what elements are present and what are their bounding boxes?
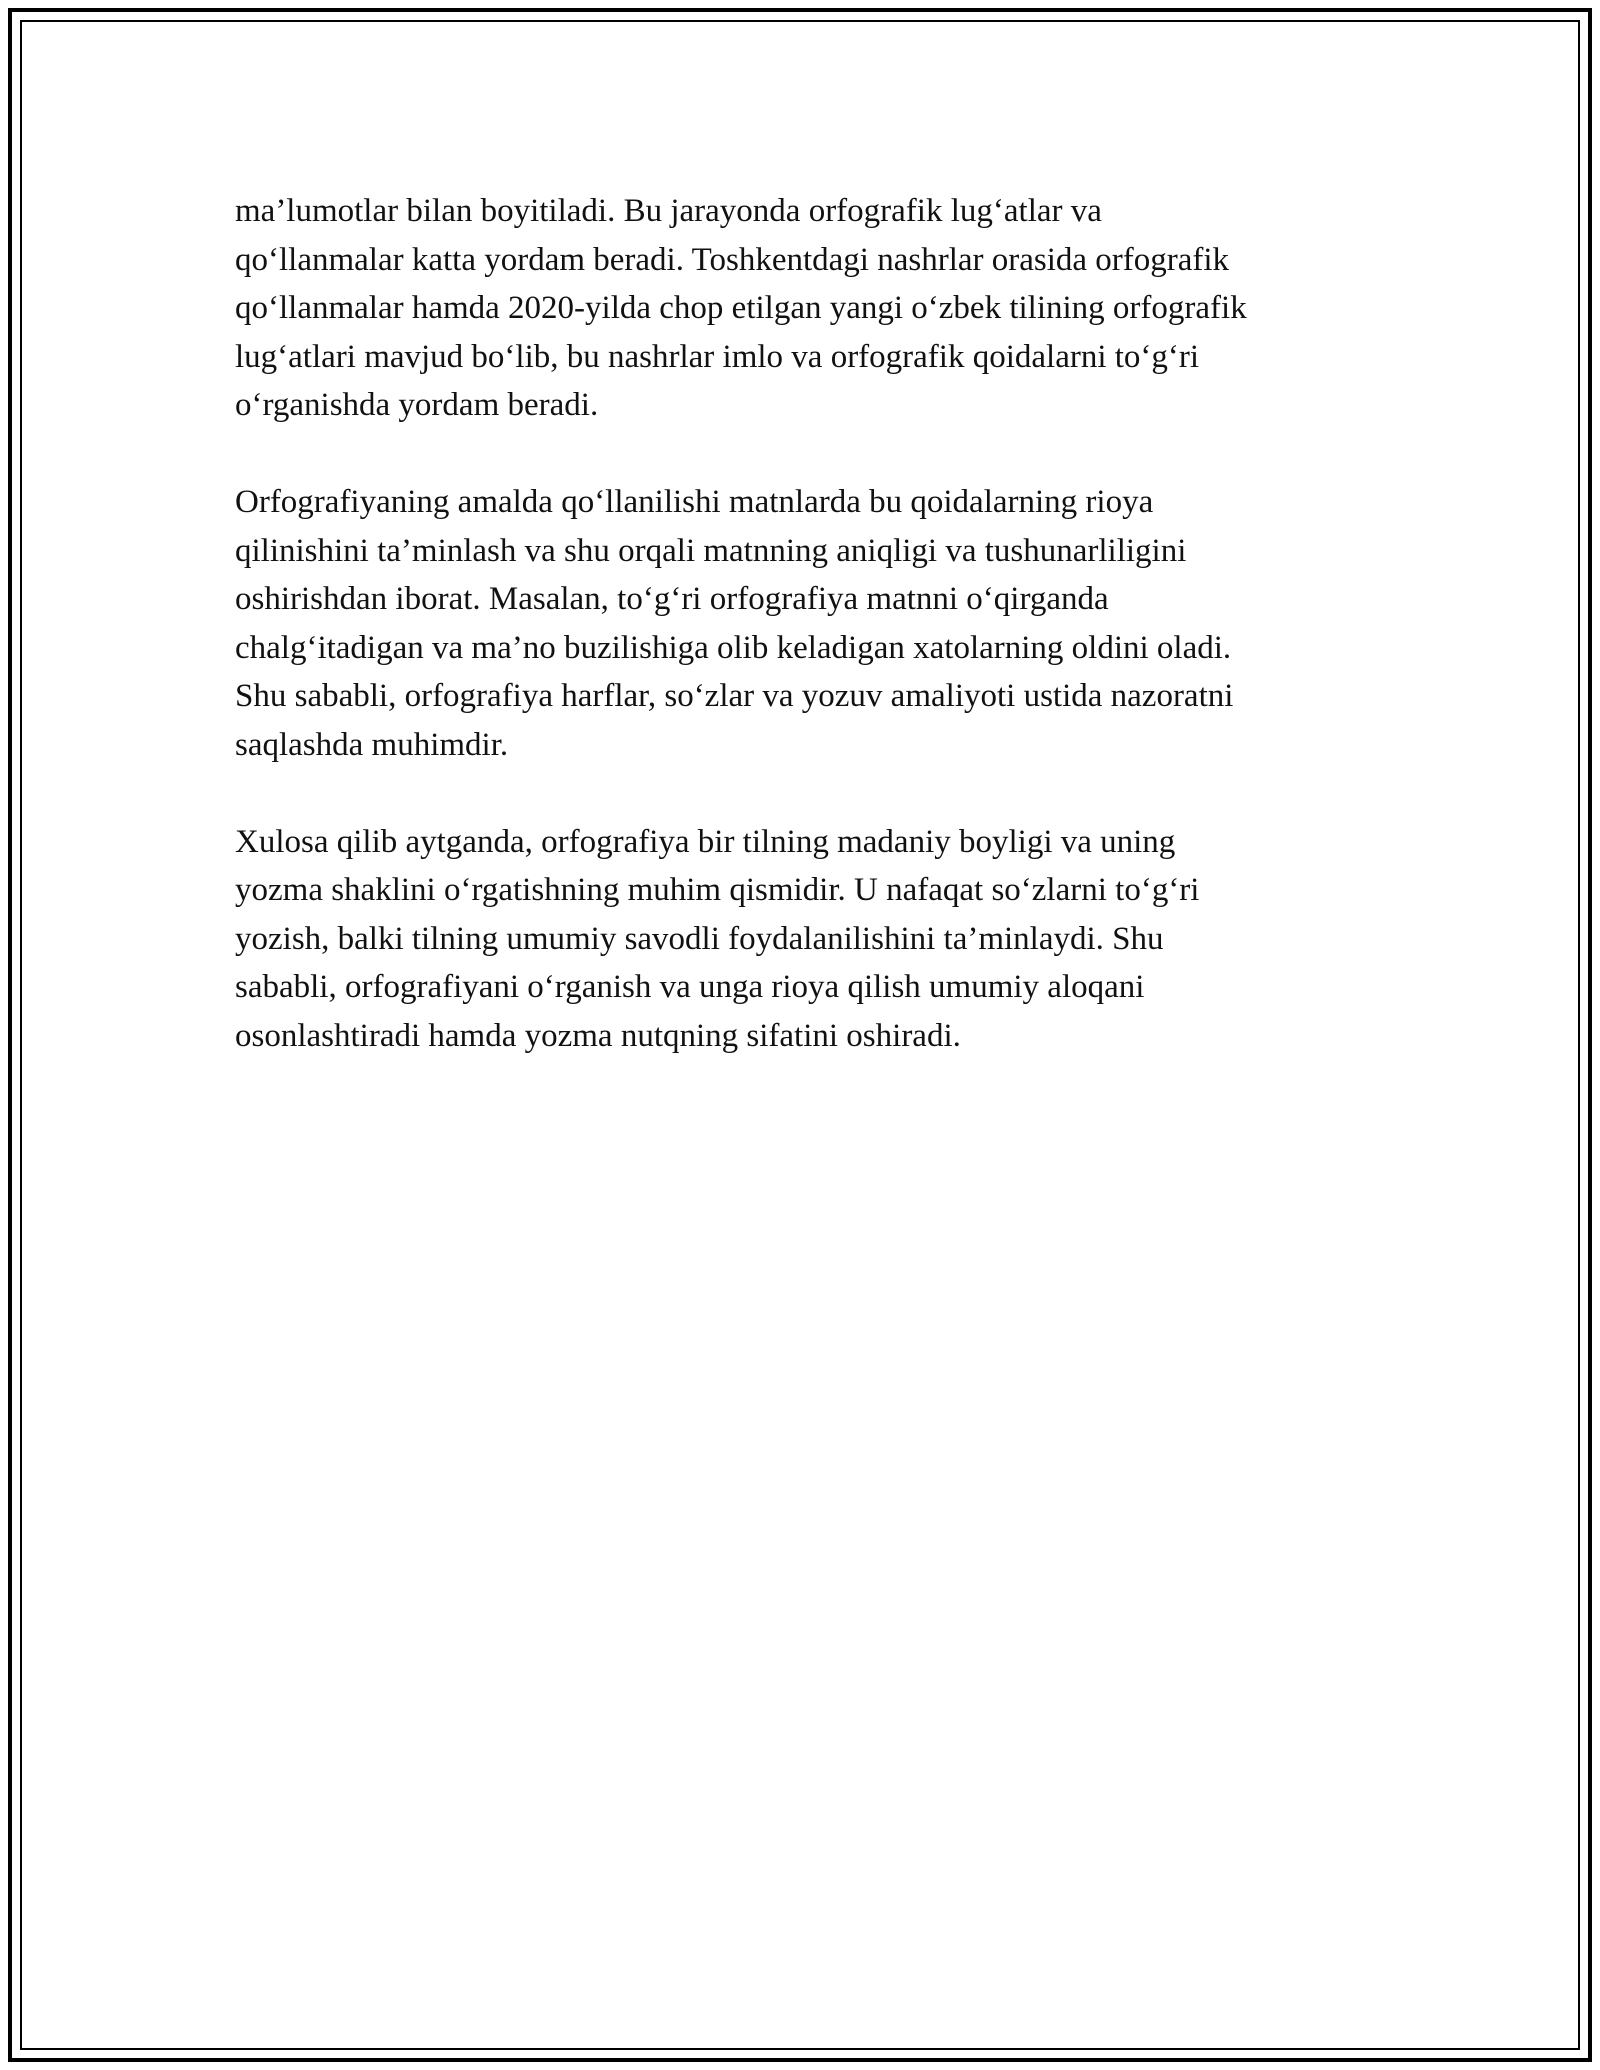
- text-line: osonlashtiradi hamda yozma nutqning sifatini oshiradi.: [235, 1017, 961, 1054]
- paragraph-2: [235, 478, 1385, 769]
- text-line: qilinishini ta’minlash va shu orqali matnning aniqligi va tushunarliligini: [235, 532, 1187, 569]
- text-line: Shu sababli, orfografiya harflar, so‘zlar va yozuv amaliyoti ustida nazoratni: [235, 678, 1234, 714]
- document-body: [235, 187, 1385, 1109]
- paragraph-3: [235, 818, 1385, 1061]
- text-line: sababli, orfografiyani o‘rganish va unga rioya qilish umumiy aloqani: [235, 969, 1145, 1005]
- paragraph-1: [235, 187, 1385, 430]
- text-line: saqlashda muhimdir.: [235, 726, 509, 763]
- text-line: lug‘atlari mavjud bo‘lib, bu nashrlar imlo va orfografik qoidalarni to‘g‘ri: [235, 338, 1200, 375]
- text-line: chalg‘itadigan va ma’no buzilishiga olib keladigan xatolarning oldini oladi.: [235, 629, 1232, 666]
- text-line: yozma shaklini o‘rgatishning muhim qismidir. U nafaqat so‘zlarni to‘g‘ri: [235, 872, 1200, 908]
- text-line: yozish, balki tilning umumiy savodli foydalanilishini ta’minlaydi. Shu: [235, 920, 1164, 957]
- text-line: Xulosa qilib aytganda, orfografiya bir tilning madaniy boyligi va uning: [235, 823, 1176, 860]
- text-line: oshirishdan iborat. Masalan, to‘g‘ri orfografiya matnni o‘qirganda: [235, 581, 1109, 617]
- text-line: qo‘llanmalar hamda 2020-yilda chop etilgan yangi o‘zbek tilining orfografik: [235, 290, 1247, 326]
- text-line: o‘rganishda yordam beradi.: [235, 387, 599, 423]
- text-line: qo‘llanmalar katta yordam beradi. Toshkentdagi nashrlar orasida orfografik: [235, 241, 1230, 278]
- text-line: ma’lumotlar bilan boyitiladi. Bu jarayonda orfografik lug‘atlar va: [235, 193, 1102, 229]
- text-line: Orfografiyaning amalda qo‘llanilishi matnlarda bu qoidalarning rioya: [235, 484, 1154, 520]
